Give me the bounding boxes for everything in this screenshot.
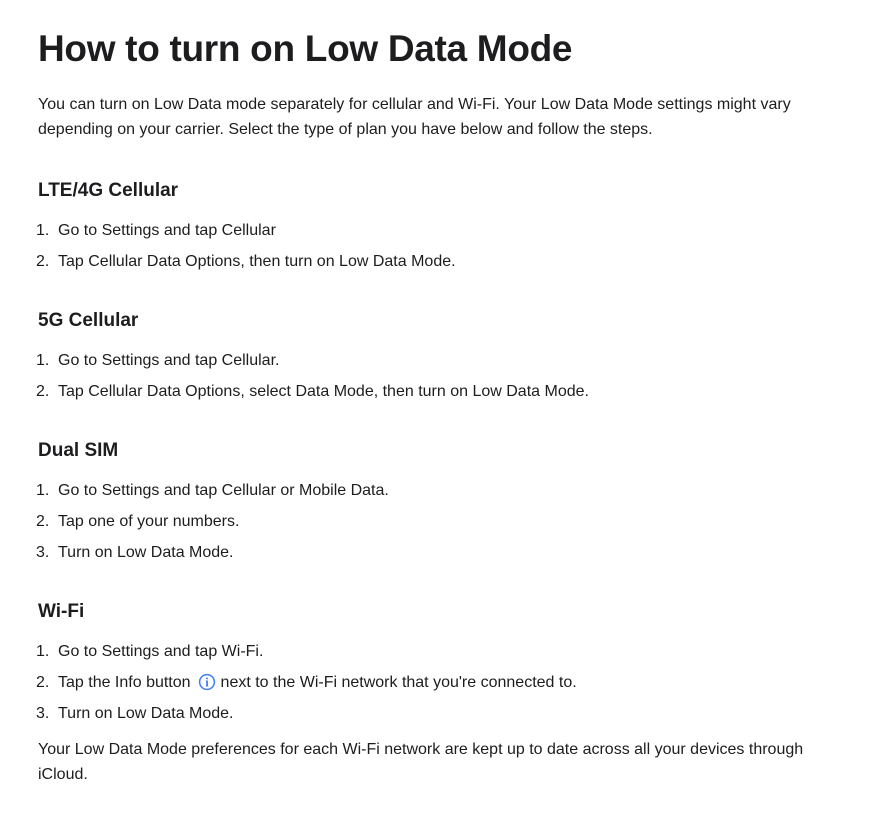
step-number: 2. — [36, 383, 50, 400]
step-number: 3. — [36, 544, 50, 561]
steps-list — [38, 480, 850, 563]
step-number: 1. — [36, 222, 50, 239]
step-number: 1. — [36, 643, 50, 660]
page-title: How to turn on Low Data Mode — [38, 28, 573, 69]
section-heading-5g: 5G Cellular — [38, 310, 139, 331]
step-text: Tap Cellular Data Options, then turn on Low Data Mode. — [58, 253, 456, 270]
step-text: Go to Settings and tap Cellular. — [58, 352, 280, 369]
step-number: 2. — [36, 674, 50, 691]
section-heading-lte-4g: LTE/4G Cellular — [38, 180, 179, 201]
step-number: 2. — [36, 513, 50, 530]
step-text: Turn on Low Data Mode. — [58, 705, 234, 722]
info-icon-glyph: i — [204, 675, 209, 690]
section-5g-cellular — [38, 309, 850, 402]
step-text-after: next to the Wi-Fi network that you're connected to. — [220, 674, 577, 691]
intro-paragraph: You can turn on Low Data mode separately for cellular and Wi-Fi. Your Low Data Mode settings might vary depending on your carrier. Select the type of plan you have below and follow the steps. — [38, 96, 791, 138]
step-text — [58, 672, 818, 693]
step-number: 2. — [36, 253, 50, 270]
step-item — [36, 350, 850, 371]
steps-list — [38, 350, 850, 402]
step-number: 1. — [36, 352, 50, 369]
step-text: Tap Cellular Data Options, select Data Mode, then turn on Low Data Mode. — [58, 383, 589, 400]
step-item — [36, 480, 850, 501]
step-item — [36, 251, 850, 272]
step-text: Turn on Low Data Mode. — [58, 544, 234, 561]
step-item — [36, 511, 850, 532]
section-lte-4g-cellular — [38, 179, 850, 272]
step-text: Go to Settings and tap Cellular or Mobile Data. — [58, 482, 389, 499]
section-heading-wifi: Wi-Fi — [38, 601, 85, 622]
step-number: 3. — [36, 705, 50, 722]
footer-note: Your Low Data Mode preferences for each Wi-Fi network are kept up to date across all your devices through iCloud. — [38, 741, 804, 783]
section-heading-dual-sim: Dual SIM — [38, 440, 119, 461]
step-item — [36, 542, 850, 563]
step-item — [36, 672, 850, 693]
section-wifi — [38, 600, 850, 724]
step-item — [36, 381, 850, 402]
steps-list — [38, 220, 850, 272]
step-number: 1. — [36, 482, 50, 499]
step-text: Tap one of your numbers. — [58, 513, 240, 530]
step-item — [36, 703, 850, 724]
step-text: Go to Settings and tap Wi-Fi. — [58, 643, 264, 660]
step-item — [36, 641, 850, 662]
step-item — [36, 220, 850, 241]
steps-list — [38, 641, 850, 724]
section-dual-sim — [38, 439, 850, 563]
step-text-before: Tap the Info button — [58, 674, 191, 691]
info-icon — [198, 673, 216, 691]
step-text: Go to Settings and tap Cellular — [58, 222, 276, 239]
